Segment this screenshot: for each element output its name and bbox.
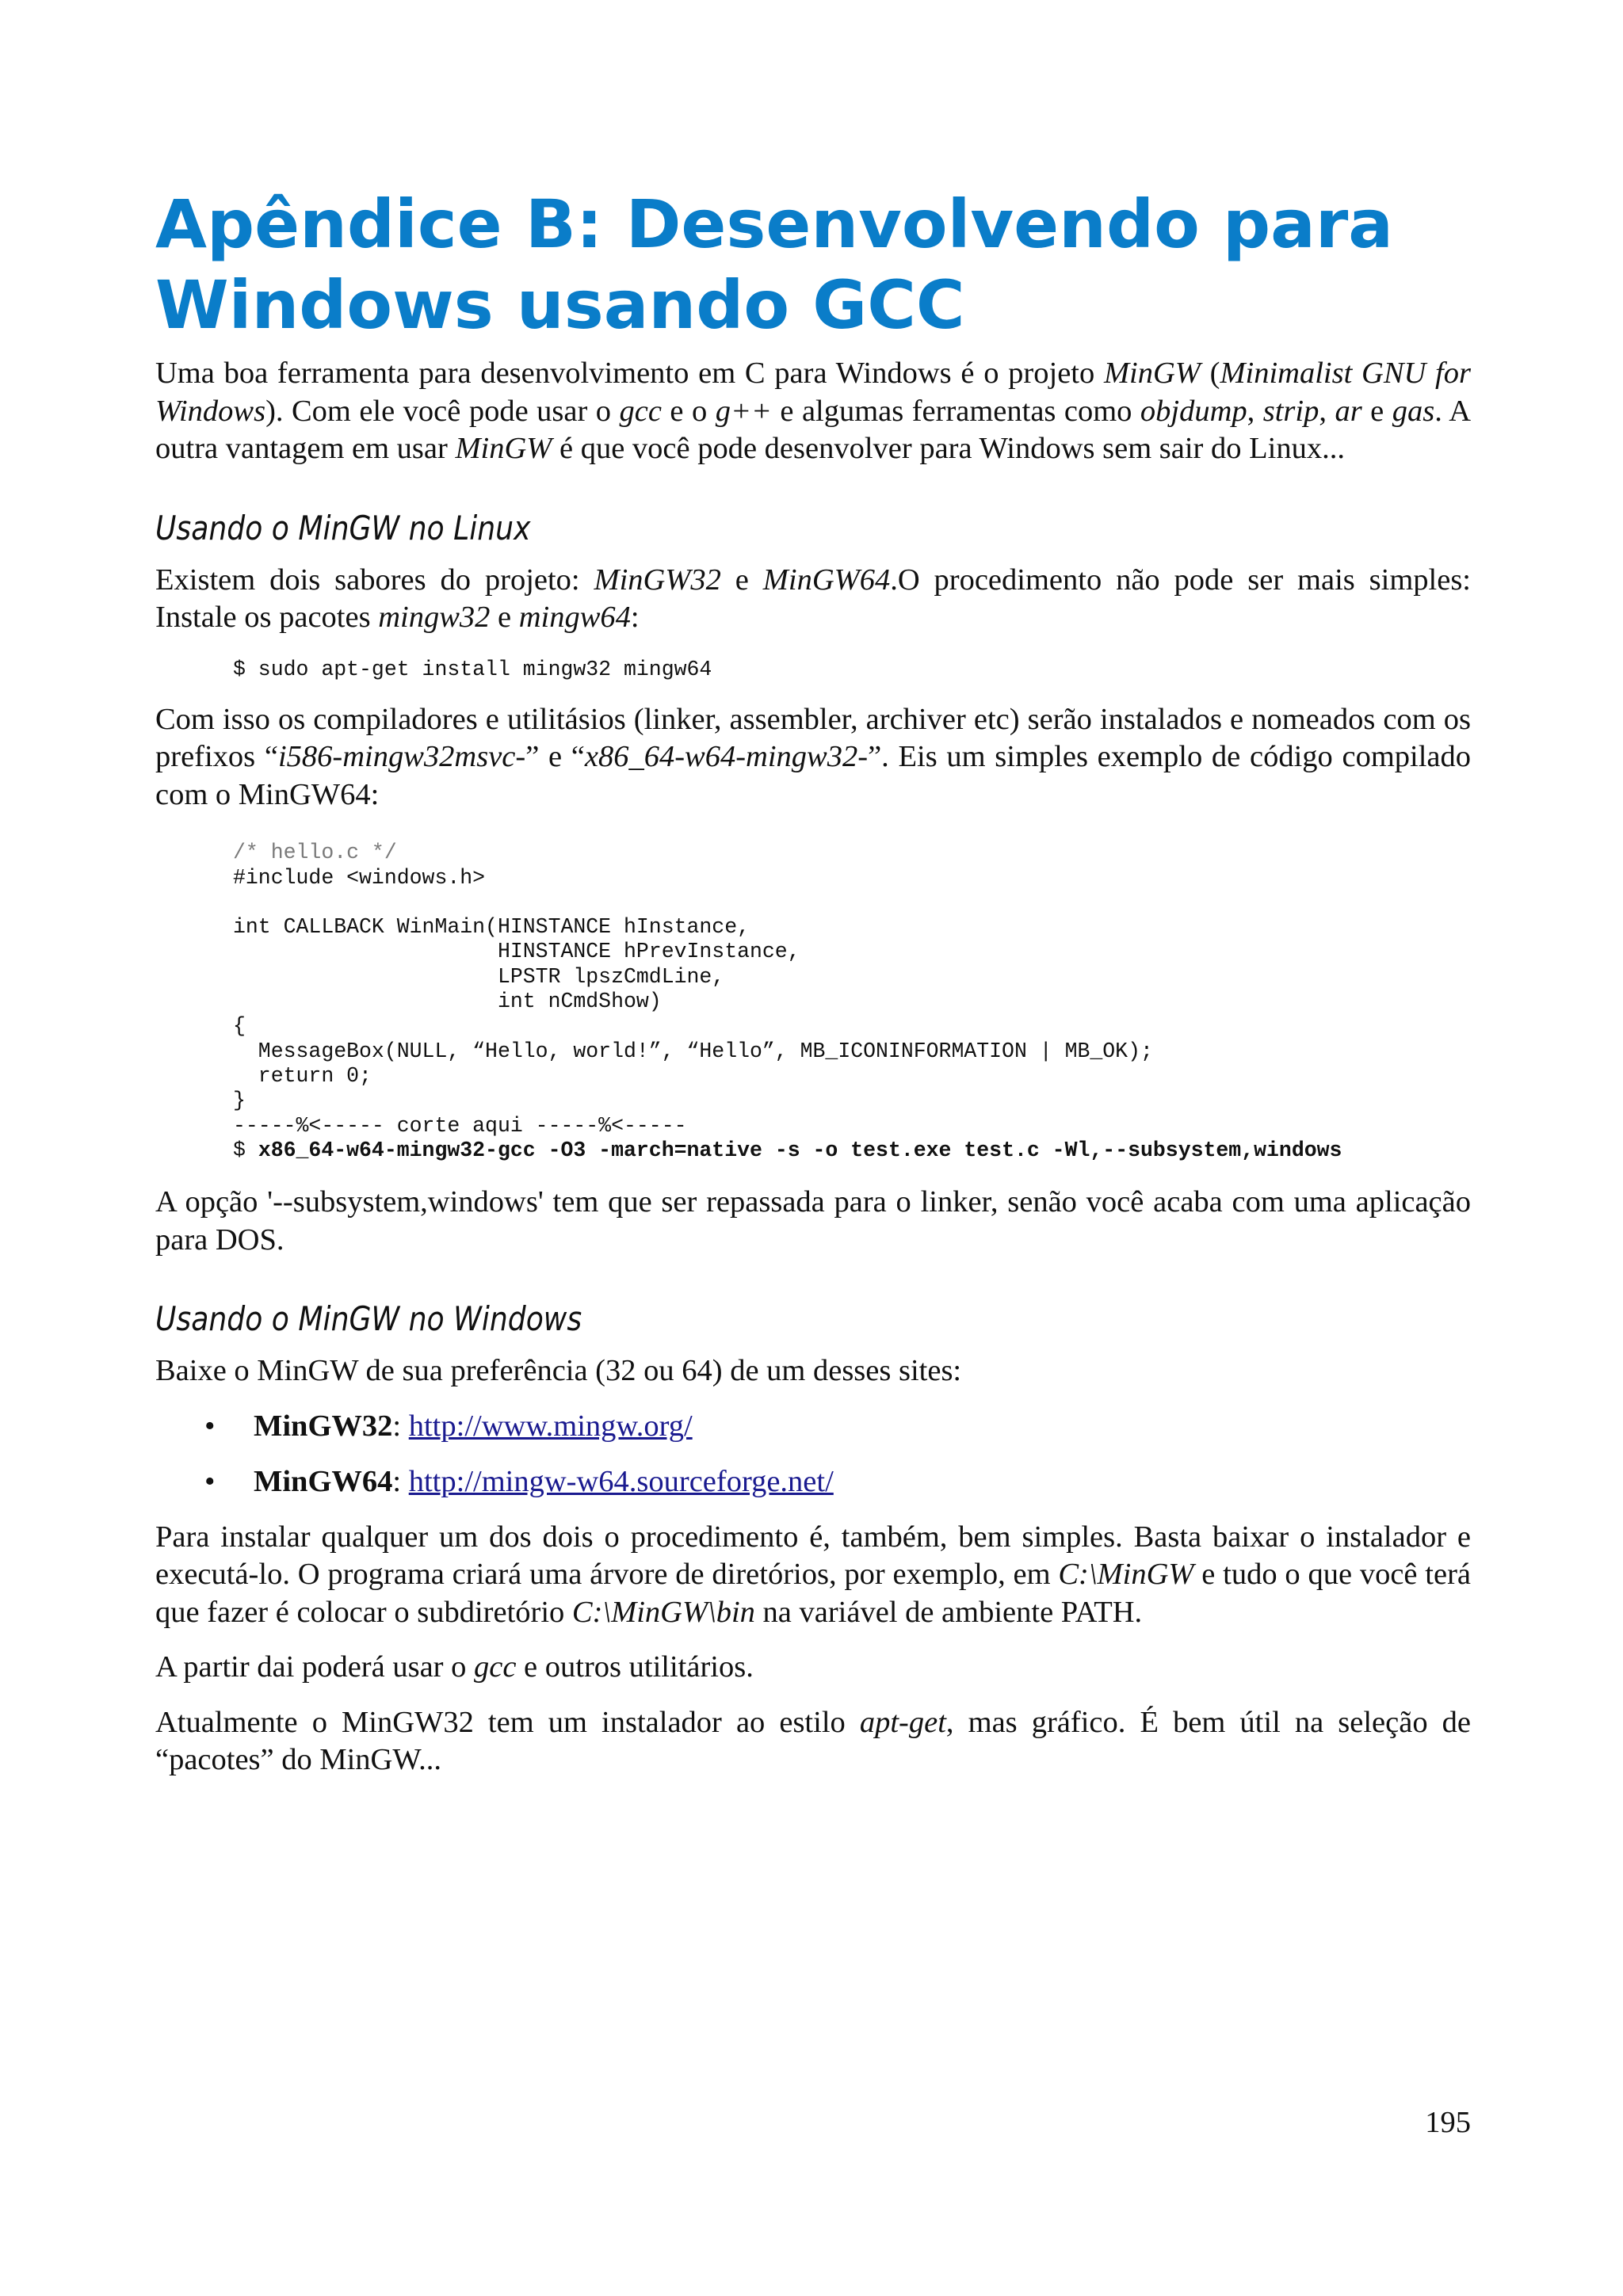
download-links-list (155, 1408, 1471, 1501)
chapter-title-line-2: Windows usando GCC (155, 266, 965, 344)
mingw32-link[interactable]: http://www.mingw.org/ (408, 1409, 693, 1443)
usage-text: e outros utilitários. (516, 1650, 754, 1684)
usage-text: A partir dai poderá usar o (155, 1650, 474, 1684)
intro-text: , (1319, 394, 1335, 428)
flavors-text: .O procedimento não pode ser mais simples: Instale os pacotes (155, 563, 1471, 634)
link-separator: : (392, 1465, 409, 1499)
intro-text: é que você pode desenvolver para Windows sem sair do Linux... (552, 432, 1345, 465)
flavors-text: e (720, 563, 763, 597)
page-number: 195 (1425, 2106, 1471, 2139)
intro-mingw: MinGW (455, 432, 552, 465)
intro-gas: gas (1392, 394, 1435, 428)
prefixes-paragraph (155, 701, 1471, 814)
link-label: MinGW64 (254, 1465, 393, 1499)
flavors-text: : (630, 601, 640, 634)
prefixes-text: Com isso os compiladores e utilitásios (linker, assembler, archiver etc) serão instalados e nomeados com os prefixos “ (155, 702, 1471, 774)
installer-apt-get: apt-get (859, 1705, 946, 1739)
intro-paragraph (155, 355, 1471, 468)
intro-strip: strip (1262, 394, 1319, 428)
intro-ar: ar (1335, 394, 1362, 428)
flavors-pkg-mingw32: mingw32 (378, 601, 491, 634)
link-label: MinGW32 (254, 1409, 393, 1443)
prefixes-text: ” e “ (525, 740, 585, 774)
flavors-text: e (490, 601, 519, 634)
usage-paragraph (155, 1649, 1471, 1687)
intro-mingw: MinGW (1103, 357, 1201, 390)
installer-paragraph (155, 1704, 1471, 1779)
path-mingw-bin: C:\MinGW\bin (571, 1595, 755, 1629)
prefix-i586: i586-mingw32msvc- (277, 740, 526, 774)
intro-text: ( (1200, 357, 1220, 390)
install-text: Para instalar qualquer um dos dois o procedimento é, também, bem simples. Basta baixar o instalador e executá-lo. O programa criará uma árvore de diretórios, por exemplo, em (155, 1520, 1471, 1592)
hello-code-block (155, 841, 1471, 1163)
page-content (155, 184, 1471, 1779)
intro-text: e algumas ferramentas como (771, 394, 1140, 428)
usage-gcc: gcc (473, 1650, 517, 1684)
intro-text: Uma boa ferramenta para desenvolvimento em C para Windows é o projeto (155, 357, 1104, 390)
intro-text: ). Com ele você pode usar o (265, 394, 620, 428)
intro-objdump: objdump (1140, 394, 1247, 428)
prefixes-text: ”. Eis um simples exemplo de código compilado com o MinGW64: (155, 740, 1471, 811)
flavors-mingw64: MinGW64 (762, 563, 891, 597)
link-separator: : (392, 1409, 409, 1443)
intro-text: . A outra vantagem em usar (155, 394, 1472, 465)
install-command: $ sudo apt-get install mingw32 mingw64 (233, 657, 712, 681)
compile-command (233, 1138, 1471, 1163)
intro-text: e o (661, 394, 716, 428)
prefix-x86-64: x86_64-w64-mingw32- (584, 740, 869, 774)
intro-text: e (1361, 394, 1392, 428)
code-body: #include <windows.h> int CALLBACK WinMain(HINSTANCE hInstance, HINSTANCE hPrevInstance, LPSTR lpszCmdLine, int nCmdShow) { MessageBox(NULL, “Hello, world!”, “Hello”, MB_ICONINFORMATION | MB_OK); return 0; } -----%<----- corte aqui -----%<----- (233, 865, 1153, 1138)
compile-command-text: x86_64-w64-mingw32-gcc -O3 -march=native -s -o test.exe test.c -Wl,--subsystem,windows (258, 1138, 1342, 1162)
subsystem-paragraph: A opção '--subsystem,windows' tem que ser repassada para o linker, senão você acaba com uma aplicação para DOS. (155, 1185, 1471, 1257)
intro-minimalist: Minimalist GNU for Windows (155, 357, 1471, 428)
installer-text: , mas gráfico. É bem útil na seleção de “pacotes” do MinGW... (155, 1705, 1471, 1777)
bullet-icon: • (204, 1409, 216, 1443)
flavors-paragraph (155, 562, 1471, 637)
chapter-title-line-1: Apêndice B: Desenvolvendo para (155, 185, 1393, 263)
section-heading-windows: Usando o MinGW no Windows (155, 1299, 582, 1339)
install-paragraph (155, 1519, 1471, 1632)
list-item-mingw64 (155, 1463, 1471, 1501)
list-item-mingw32 (155, 1408, 1471, 1446)
chapter-title (155, 184, 1471, 345)
path-mingw: C:\MinGW (1058, 1558, 1194, 1592)
intro-text: , (1247, 394, 1263, 428)
bullet-icon: • (204, 1465, 216, 1499)
code-comment: /* hello.c */ (233, 841, 397, 865)
intro-gcc: gcc (619, 394, 662, 428)
mingw64-link[interactable]: http://mingw-w64.sourceforge.net/ (408, 1465, 834, 1499)
installer-text: Atualmente o MinGW32 tem um instalador ao estilo (155, 1705, 860, 1739)
section-heading-linux: Usando o MinGW no Linux (155, 508, 531, 547)
download-paragraph: Baixe o MinGW de sua preferência (32 ou 64) de um desses sites: (155, 1354, 962, 1388)
command-prompt: $ (233, 1138, 258, 1162)
flavors-mingw32: MinGW32 (594, 563, 721, 597)
flavors-text: Existem dois sabores do projeto: (155, 563, 594, 597)
install-text: e tudo o que você terá que fazer é colocar o subdiretório (155, 1558, 1472, 1629)
intro-gpp: g++ (715, 394, 772, 428)
install-text: na variável de ambiente PATH. (754, 1595, 1143, 1629)
flavors-pkg-mingw64: mingw64 (518, 601, 631, 634)
